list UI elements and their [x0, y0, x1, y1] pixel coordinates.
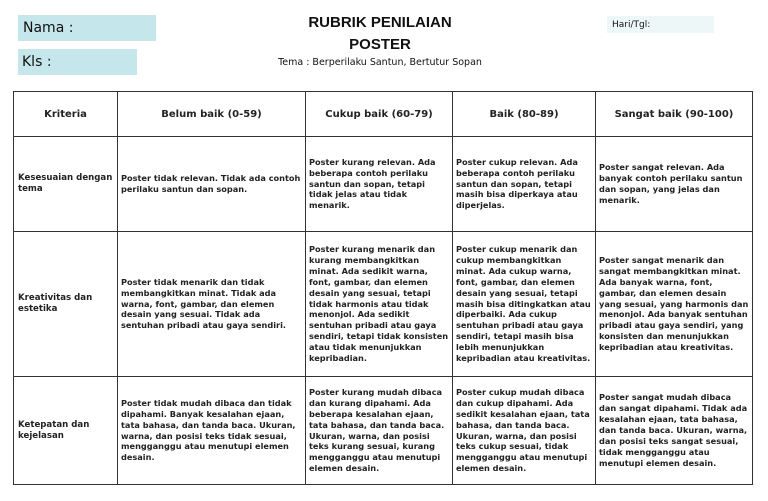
theme-line: Tema : Berperilaku Santun, Bertutur Sopan — [278, 57, 482, 68]
date-field[interactable] — [607, 16, 714, 33]
rubric-cell: Poster tidak relevan. Tidak ada contoh perilaku santun dan sopan. — [118, 137, 306, 232]
rubric-cell: Poster kurang menarik dan kurang membangkitkan minat. Ada sedikit warna, font, gambar, dan elemen desain yang sesuai, tetapi tidak harmonis atau tidak menonjol. Ada sedikit sentuhan pribadi atau gaya sendiri, tetapi tidak konsisten atau tidak menunjukkan kepribadian. — [306, 232, 453, 377]
column-header-baik: Baik (80-89) — [453, 92, 596, 137]
rubric-cell: Poster tidak mudah dibaca dan tidak dipahami. Banyak kesalahan ejaan, tata bahasa, dan tanda baca. Ukuran, warna, dan posisi teks tidak sesuai, mengganggu atau menutupi elemen desain. — [118, 377, 306, 485]
class-field[interactable] — [18, 49, 137, 75]
name-label: Nama : — [23, 20, 74, 36]
date-label: Hari/Tgl: — [612, 19, 651, 30]
rubric-cell: Poster tidak menarik dan tidak membangkitkan minat. Tidak ada warna, font, gambar, dan elemen desain yang sesuai. Tidak ada sentuhan pribadi atau gaya sendiri. — [118, 232, 306, 377]
rubric-cell: Poster sangat relevan. Ada banyak contoh perilaku santun dan sopan, yang jelas dan menarik. — [596, 137, 753, 232]
rubric-cell: Poster cukup menarik dan cukup membangkitkan minat. Ada cukup warna, font, gambar, dan elemen desain yang sesuai, tetapi masih bisa ditingkatkan atau diperbaiki. Ada cukup sentuhan pribadi atau gaya sendiri, tetapi masih bisa lebih menunjukkan kepribadian atau kreativitas. — [453, 232, 596, 377]
column-header-belum-baik: Belum baik (0-59) — [118, 92, 306, 137]
rubric-cell: Poster kurang mudah dibaca dan kurang dipahami. Ada beberapa kesalahan ejaan, tata bahasa, dan tanda baca. Ukuran, warna, dan posisi teks kurang sesuai, kurang mengganggu atau menutupi elemen desain. — [306, 377, 453, 485]
table-row — [14, 137, 753, 232]
rubric-cell: Poster cukup mudah dibaca dan cukup dipahami. Ada sedikit kesalahan ejaan, tata bahasa, dan tanda baca. Ukuran, warna, dan posisi teks cukup sesuai, tidak mengganggu atau menutupi elemen desain. — [453, 377, 596, 485]
column-header-sangat-baik: Sangat baik (90-100) — [596, 92, 753, 137]
column-header-cukup-baik: Cukup baik (60-79) — [306, 92, 453, 137]
criterion-cell: Kesesuaian dengan tema — [14, 137, 118, 232]
rubric-cell: Poster cukup relevan. Ada beberapa contoh perilaku santun dan sopan, tetapi masih bisa diperkaya atau diperjelas. — [453, 137, 596, 232]
rubric-cell: Poster sangat mudah dibaca dan sangat dipahami. Tidak ada kesalahan ejaan, tata bahasa, dan tanda baca. Ukuran, warna, dan posisi teks sangat sesuai, tidak mengganggu atau menutupi elemen desain. — [596, 377, 753, 485]
page-title: RUBRIK PENILAIAN — [308, 14, 452, 31]
table-row — [14, 232, 753, 377]
table-header-row — [14, 92, 753, 137]
criterion-cell: Kreativitas dan estetika — [14, 232, 118, 377]
class-label: Kls : — [22, 54, 52, 70]
page-subtitle: POSTER — [349, 36, 411, 53]
rubric-cell: Poster kurang relevan. Ada beberapa contoh perilaku santun dan sopan, tetapi tidak jelas atau tidak menarik. — [306, 137, 453, 232]
table-row — [14, 377, 753, 485]
criterion-cell: Ketepatan dan kejelasan — [14, 377, 118, 485]
rubric-table — [13, 91, 753, 485]
name-field[interactable] — [18, 15, 156, 41]
column-header-criteria: Kriteria — [14, 92, 118, 137]
rubric-cell: Poster sangat menarik dan sangat membangkitkan minat. Ada banyak warna, font, gambar, dan elemen desain yang sesuai, yang harmonis dan menonjol. Ada banyak sentuhan pribadi atau gaya sendiri, yang konsisten dan menunjukkan kepribadian atau kreativitas. — [596, 232, 753, 377]
